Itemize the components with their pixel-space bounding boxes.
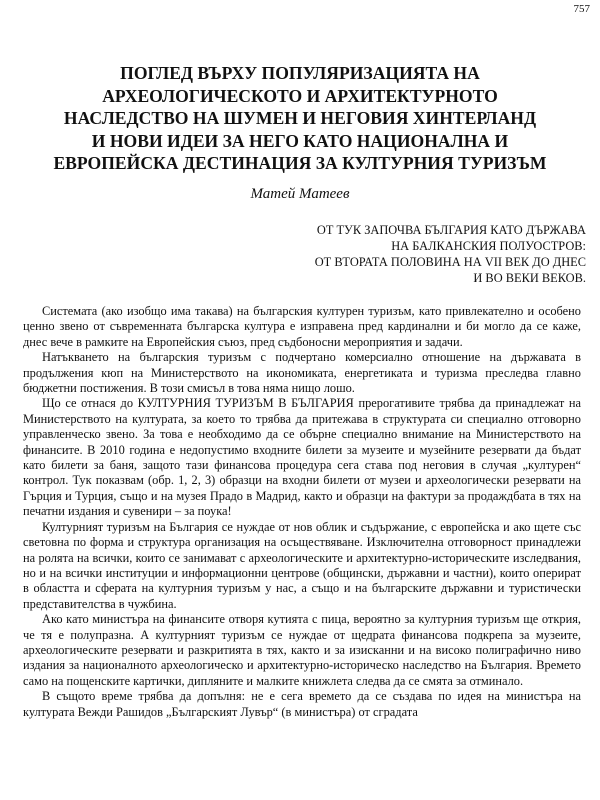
paragraph: Културният туризъм на България се нуждае от нов облик и съдържание, с европейска и ако щете със световна по форма и структура организация на осъществяване. Изключителна отговорност принадлежи на ролята на всички, които се занимават с археологическите и архитектурно-историческите изследвания, но и на всички институции и информационни центрове (общински, държавни и частни), които оперират в областта и сферата на културния туризъм у нас, а също и на българските държавни и туристически представителства в чужбина. bbox=[23, 519, 581, 611]
paragraph: В същото време трябва да допълня: не е сега времето да се създава по идея на министъра на културата Вежди Рашидов „Българският Лувър“ (в министъра) от сградата bbox=[23, 689, 581, 719]
title-line: ПОГЛЕД ВЪРХУ ПОПУЛЯРИЗАЦИЯТА НА bbox=[120, 63, 480, 83]
author-name: Матей Матеев bbox=[250, 186, 350, 202]
article-title bbox=[8, 62, 592, 175]
page-number: 757 bbox=[573, 3, 590, 15]
title-line: ЕВРОПЕЙСКА ДЕСТИНАЦИЯ ЗА КУЛТУРНИЯ ТУРИЗЪМ bbox=[53, 153, 547, 173]
article-body bbox=[23, 304, 581, 720]
epigraph-line: ОТ ТУК ЗАПОЧВА БЪЛГАРИЯ КАТО ДЪРЖАВА bbox=[316, 223, 586, 237]
title-line: И НОВИ ИДЕИ ЗА НЕГО КАТО НАЦИОНАЛНА И bbox=[91, 130, 509, 151]
paragraph: Що се отнася до КУЛТУРНИЯ ТУРИЗЪМ В БЪЛГАРИЯ прерогативите трябва да принадлежат на Министерството на културата, за което то трябва да притежава в структурата си специално отговорно управленческо звено. За това е необходимо да се обърне специално внимание на Министерството на финансите. В 2010 година е недопустимо входните билети за музеите и музейните резервати да бъдат като билети за баня, защото тази финансова процедура сега става под неговия в случая „културен“ контрол. Тук показвам (обр. 1, 2, 3) образци на входни билети от музеи и археологически резервати на Гърция и Турция, също и на музея Прадо в Мадрид, както и образци на фактури за продаждбата в тях на печатни издания и сувенири – за поука! bbox=[23, 396, 581, 519]
paragraph: Натъкването на българския туризъм с подчертано комерсиално отношение на държавата в продължения кюп на Министерството на икономиката, енергетиката и туризма преследва главно бюджетни постижения. В този смисъл в това няма нищо лошо. bbox=[23, 350, 581, 396]
epigraph-line: НА БАЛКАНСКИЯ ПОЛУОСТРОВ: bbox=[391, 239, 586, 253]
paragraph: Системата (ако изобщо има такава) на българския културен туризъм, като привлекателно и особено ценно звено от съвременната българска култура е изправена пред кардинални и би могло да се каже, днес вече в рамките на Европейския съюз, пред съдбоносни мероприятия и задачи. bbox=[23, 304, 581, 349]
epigraph bbox=[315, 222, 586, 286]
title-line: АРХЕОЛОГИЧЕСКОТО И АРХИТЕКТУРНОТО bbox=[102, 85, 498, 106]
paragraph: Ако като министъра на финансите отворя кутията с пица, вероятно за културния туризъм ще открия, че тя е полупразна. А културният туризъм се нуждае от щедрата финансова подкрепа за музеите, археологическите резервати и разкритията в тях, както и за изисканни и на високо полиграфично ниво издания за националното археологическо и архитектурно-историческо наследство на България. Времето само на пощенските картички, дипляните и малките книжлета следва да се смята за отминало. bbox=[23, 612, 581, 688]
epigraph-line: И ВО ВЕКИ ВЕКОВ. bbox=[473, 271, 586, 285]
title-line: НАСЛЕДСТВО НА ШУМЕН И НЕГОВИЯ ХИНТЕРЛАНД bbox=[63, 108, 537, 128]
epigraph-line: ОТ ВТОРАТА ПОЛОВИНА НА VII ВЕК ДО ДНЕС bbox=[314, 255, 586, 269]
